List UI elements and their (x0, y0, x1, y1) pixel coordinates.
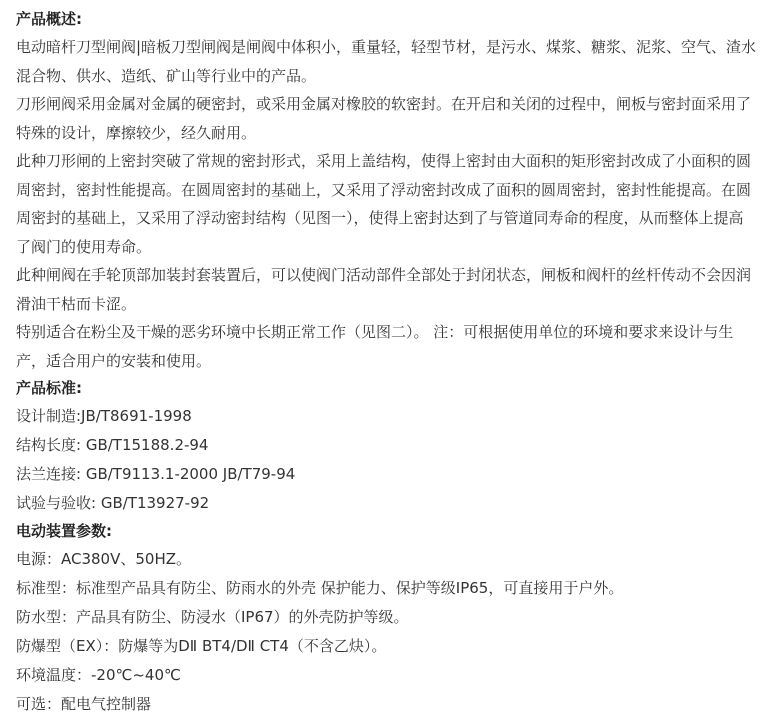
electric-param: 标准型：标准型产品具有防尘、防雨水的外壳 保护能力、保护等级IP65，可直接用于户外。 (16, 579, 624, 597)
overview-paragraph: 此种刀形闸的上密封突破了常规的密封形式，采用上盖结构，使得上密封由大面积的矩形密封改成了小面积的圆周密封，密封性能提高。在圆周密封的基础上，又采用了浮动密封改成了面积的圆周密封，密封性能提高。在圆周密封的基础上，又采用了浮动密封结构（见图一），使得上密封达到了与管道同寿命的程度，从而整体上提高了阀门的使用寿命。 (16, 152, 752, 256)
electric-heading: 电动装置参数: (16, 522, 112, 540)
electric-param: 可选：配电气控制器 (16, 695, 152, 713)
overview-paragraph: 电动暗杆刀型闸阀|暗板刀型闸阀是闸阀中体积小，重量轻，轻型节材，是污水、煤浆、糖浆、泥浆、空气、渣水混合物、供水、造纸、矿山等行业中的产品。 (16, 38, 757, 85)
overview-paragraph: 特别适合在粉尘及干燥的恶劣环境中长期正常工作（见图二）。 注：可根据使用单位的环境和要求来设计与生产，适合用户的安装和使用。 (16, 323, 734, 370)
standard-item: 试验与验收: GB/T13927-92 (16, 494, 210, 512)
overview-heading: 产品概述: (16, 10, 82, 28)
standard-item: 结构长度: GB/T15188.2-94 (16, 436, 209, 454)
standard-item: 法兰连接: GB/T9113.1-2000 JB/T79-94 (16, 465, 296, 483)
electric-param: 电源：AC380V、50HZ。 (16, 550, 192, 568)
overview-paragraph: 此种闸阀在手轮顶部加装封套装置后，可以使阀门活动部件全部处于封闭状态，闸板和阀杆的丝杆传动不会因润滑油干枯而卡涩。 (16, 266, 752, 313)
overview-paragraph: 刀形闸阀采用金属对金属的硬密封，或采用金属对橡胶的软密封。在开启和关闭的过程中，闸板与密封面采用了特殊的设计，摩擦较少，经久耐用。 (16, 95, 752, 142)
standard-item: 设计制造:JB/T8691-1998 (16, 407, 192, 425)
electric-param: 防水型：产品具有防尘、防浸水（IP67）的外壳防护等级。 (16, 608, 409, 626)
electric-param: 环境温度：-20℃~40℃ (16, 666, 181, 684)
electric-param: 防爆型（EX）：防爆等为DⅡ BT4/DⅡ CT4（不含乙炔）。 (16, 637, 387, 655)
standards-heading: 产品标准: (16, 379, 82, 397)
